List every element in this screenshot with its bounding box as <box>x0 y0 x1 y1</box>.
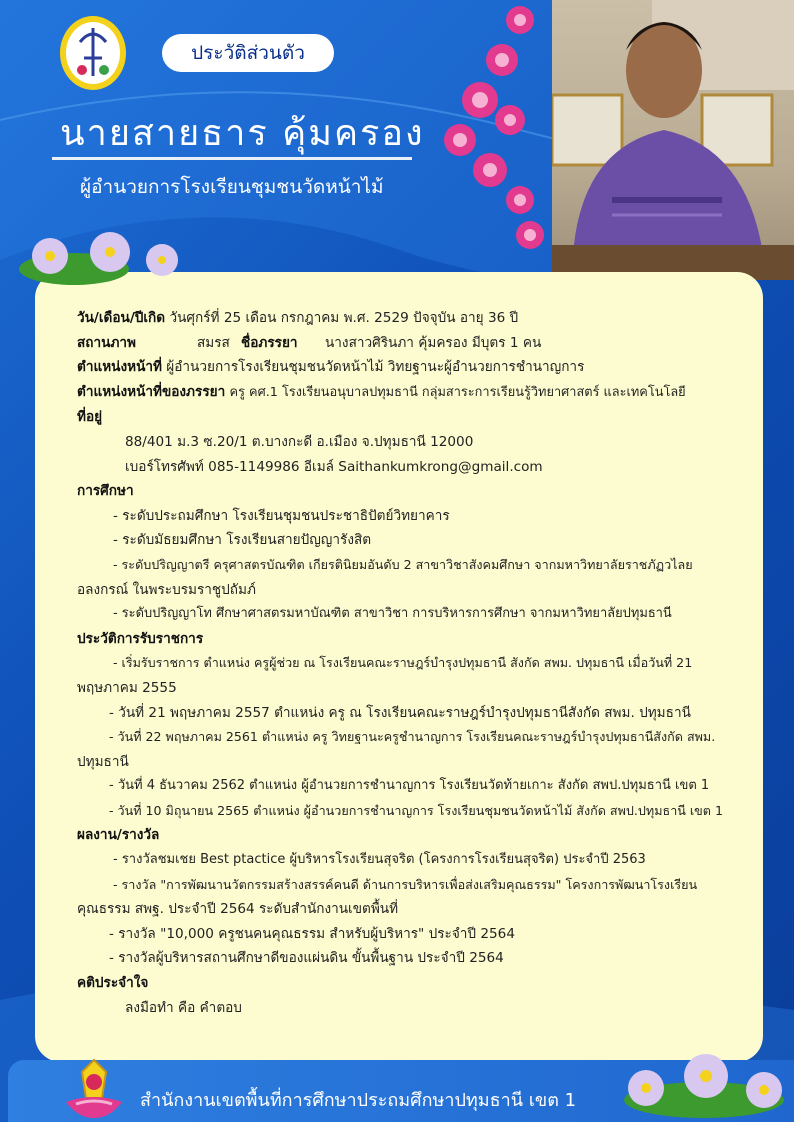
person-name: นายสายธาร คุ้มครอง <box>60 113 425 154</box>
award-item: - รางวัล "10,000 ครูชนคนคุณธรรม สำหรับผู้บริหาร" ประจำปี 2564 <box>109 925 515 942</box>
profile-content <box>77 306 757 1020</box>
education-item: - ระดับประถมศึกษา โรงเรียนชุมชนประชาธิปัตย์วิทยาคาร <box>113 507 450 524</box>
career-item: พฤษภาคม 2555 <box>77 679 177 696</box>
portrait-photo <box>552 0 794 280</box>
birth-label: วัน/เดือน/ปีเกิด <box>77 310 166 326</box>
spouse-label: ชื่อภรรยา <box>241 334 298 351</box>
career-title: ประวัติการรับราชการ <box>77 630 204 647</box>
spouse-job-label: ตำแหน่งหน้าที่ของภรรยา <box>77 383 226 400</box>
person-position: ผู้อำนวยการโรงเรียนชุมชนวัดหน้าไม้ <box>80 176 384 198</box>
status-label: สถานภาพ <box>77 334 137 351</box>
office-name: สำนักงานเขตพื้นที่การศึกษาประถมศึกษาปทุมธานี เขต 1 <box>140 1090 577 1111</box>
spouse-job-row <box>77 380 757 406</box>
divider <box>52 157 412 160</box>
career-item: - วันที่ 22 พฤษภาคม 2561 ตำแหน่ง ครู วิทยฐานะครูชำนาญการ โรงเรียนคณะราษฎร์บำรุงปทุมธานีสังกัด สพม. <box>109 729 716 745</box>
career-item: ปทุมธานี <box>77 753 129 770</box>
education-item: - ระดับปริญญาโท ศึกษาศาสตรมหาบัณฑิต สาขาวิชา การบริหารการศึกษา จากมหาวิทยาลัยปทุมธานี <box>113 606 672 622</box>
orchid-decoration <box>420 0 570 270</box>
address-label: ที่อยู่ <box>77 409 103 426</box>
job-value: ผู้อำนวยการโรงเรียนชุมชนวัดหน้าไม้ วิทยฐานะผู้อำนวยการชำนาญการ <box>166 359 585 376</box>
birth-row <box>77 306 757 331</box>
office-emblem <box>62 1058 126 1120</box>
spouse-value: นางสาวศิรินภา คุ้มครอง มีบุตร 1 คน <box>325 334 542 351</box>
motto-value: ลงมือทำ คือ คำตอบ <box>125 999 242 1016</box>
award-item: - รางวัล "การพัฒนานวัตกรรมสร้างสรรค์คนดี ด้านการบริหารเพื่อส่งเสริมคุณธรรม" โครงการพัฒนาโรงเรียน <box>113 876 698 892</box>
status-value: สมรส <box>197 334 230 351</box>
award-item: คุณธรรม สพฐ. ประจำปี 2564 ระดับสำนักงานเขตพื้นที่ <box>77 901 399 918</box>
education-item: อลงกรณ์ ในพระบรมราชูปถัมภ์ <box>77 581 256 598</box>
career-item: - วันที่ 4 ธันวาคม 2562 ตำแหน่ง ผู้อำนวยการชำนาญการ โรงเรียนวัดท้ายเกาะ สังกัด สพป.ปทุมธานี เขต 1 <box>109 778 710 794</box>
motto-title: คติประจำใจ <box>77 975 149 992</box>
education-item: - ระดับปริญญาตรี ครุศาสตรบัณฑิต เกียรตินิยมอันดับ 2 สาขาวิชาสังคมศึกษา จากมหาวิทยาลัยราชภัฏวไลย <box>113 556 693 572</box>
career-item: - วันที่ 10 มิถุนายน 2565 ตำแหน่ง ผู้อำนวยการชำนาญการ โรงเรียนชุมชนวัดหน้าไม้ สังกัด สพป.ปทุมธานี เขต 1 <box>109 802 723 818</box>
award-item: - รางวัลผู้บริหารสถานศึกษาดีของแผ่นดิน ขั้นพื้นฐาน ประจำปี 2564 <box>109 950 504 967</box>
school-logo <box>58 14 128 92</box>
award-item: - รางวัลชมเชย Best ptactice ผู้บริหารโรงเรียนสุจริต (โครงการโรงเรียนสุจริต) ประจำปี 2563 <box>113 852 646 868</box>
birth-value: วันศุกร์ที่ 25 เดือน กรกฎาคม พ.ศ. 2529 ปัจจุบัน อายุ 36 ปี <box>169 310 519 326</box>
career-item: - วันที่ 21 พฤษภาคม 2557 ตำแหน่ง ครู ณ โรงเรียนคณะราษฎร์บำรุงปทุมธานีสังกัด สพม. ปทุมธานี <box>109 704 691 721</box>
education-title: การศึกษา <box>77 483 134 500</box>
flower-decoration-right <box>614 1040 794 1122</box>
education-item: - ระดับมัธยมศึกษา โรงเรียนสายปัญญารังสิต <box>113 532 372 549</box>
portrait-illustration <box>552 0 794 280</box>
job-label: ตำแหน่งหน้าที่ <box>77 359 162 376</box>
job-row <box>77 355 757 380</box>
address-value: 88/401 ม.3 ซ.20/1 ต.บางกะดี อ.เมือง จ.ปทุมธานี 12000 <box>125 433 474 450</box>
contact-value: เบอร์โทรศัพท์ 085-1149986 อีเมล์ Saithankumkrong@gmail.com <box>125 458 543 475</box>
awards-title: ผลงาน/รางวัล <box>77 827 160 844</box>
career-item: - เริ่มรับราชการ ตำแหน่ง ครูผู้ช่วย ณ โรงเรียนคณะราษฎร์บำรุงปทุมธานี สังกัด สพม. ปทุมธานี เมื่อวันที่ 21 <box>113 655 693 671</box>
spouse-job-value: ครู คศ.1 โรงเรียนอนุบาลปทุมธานี กลุ่มสาระการเรียนรู้วิทยาศาสตร์ และเทคโนโลยี <box>229 384 686 400</box>
section-badge: ประวัติส่วนตัว <box>162 34 334 72</box>
flower-decoration-left <box>14 224 194 294</box>
status-row <box>77 331 757 356</box>
